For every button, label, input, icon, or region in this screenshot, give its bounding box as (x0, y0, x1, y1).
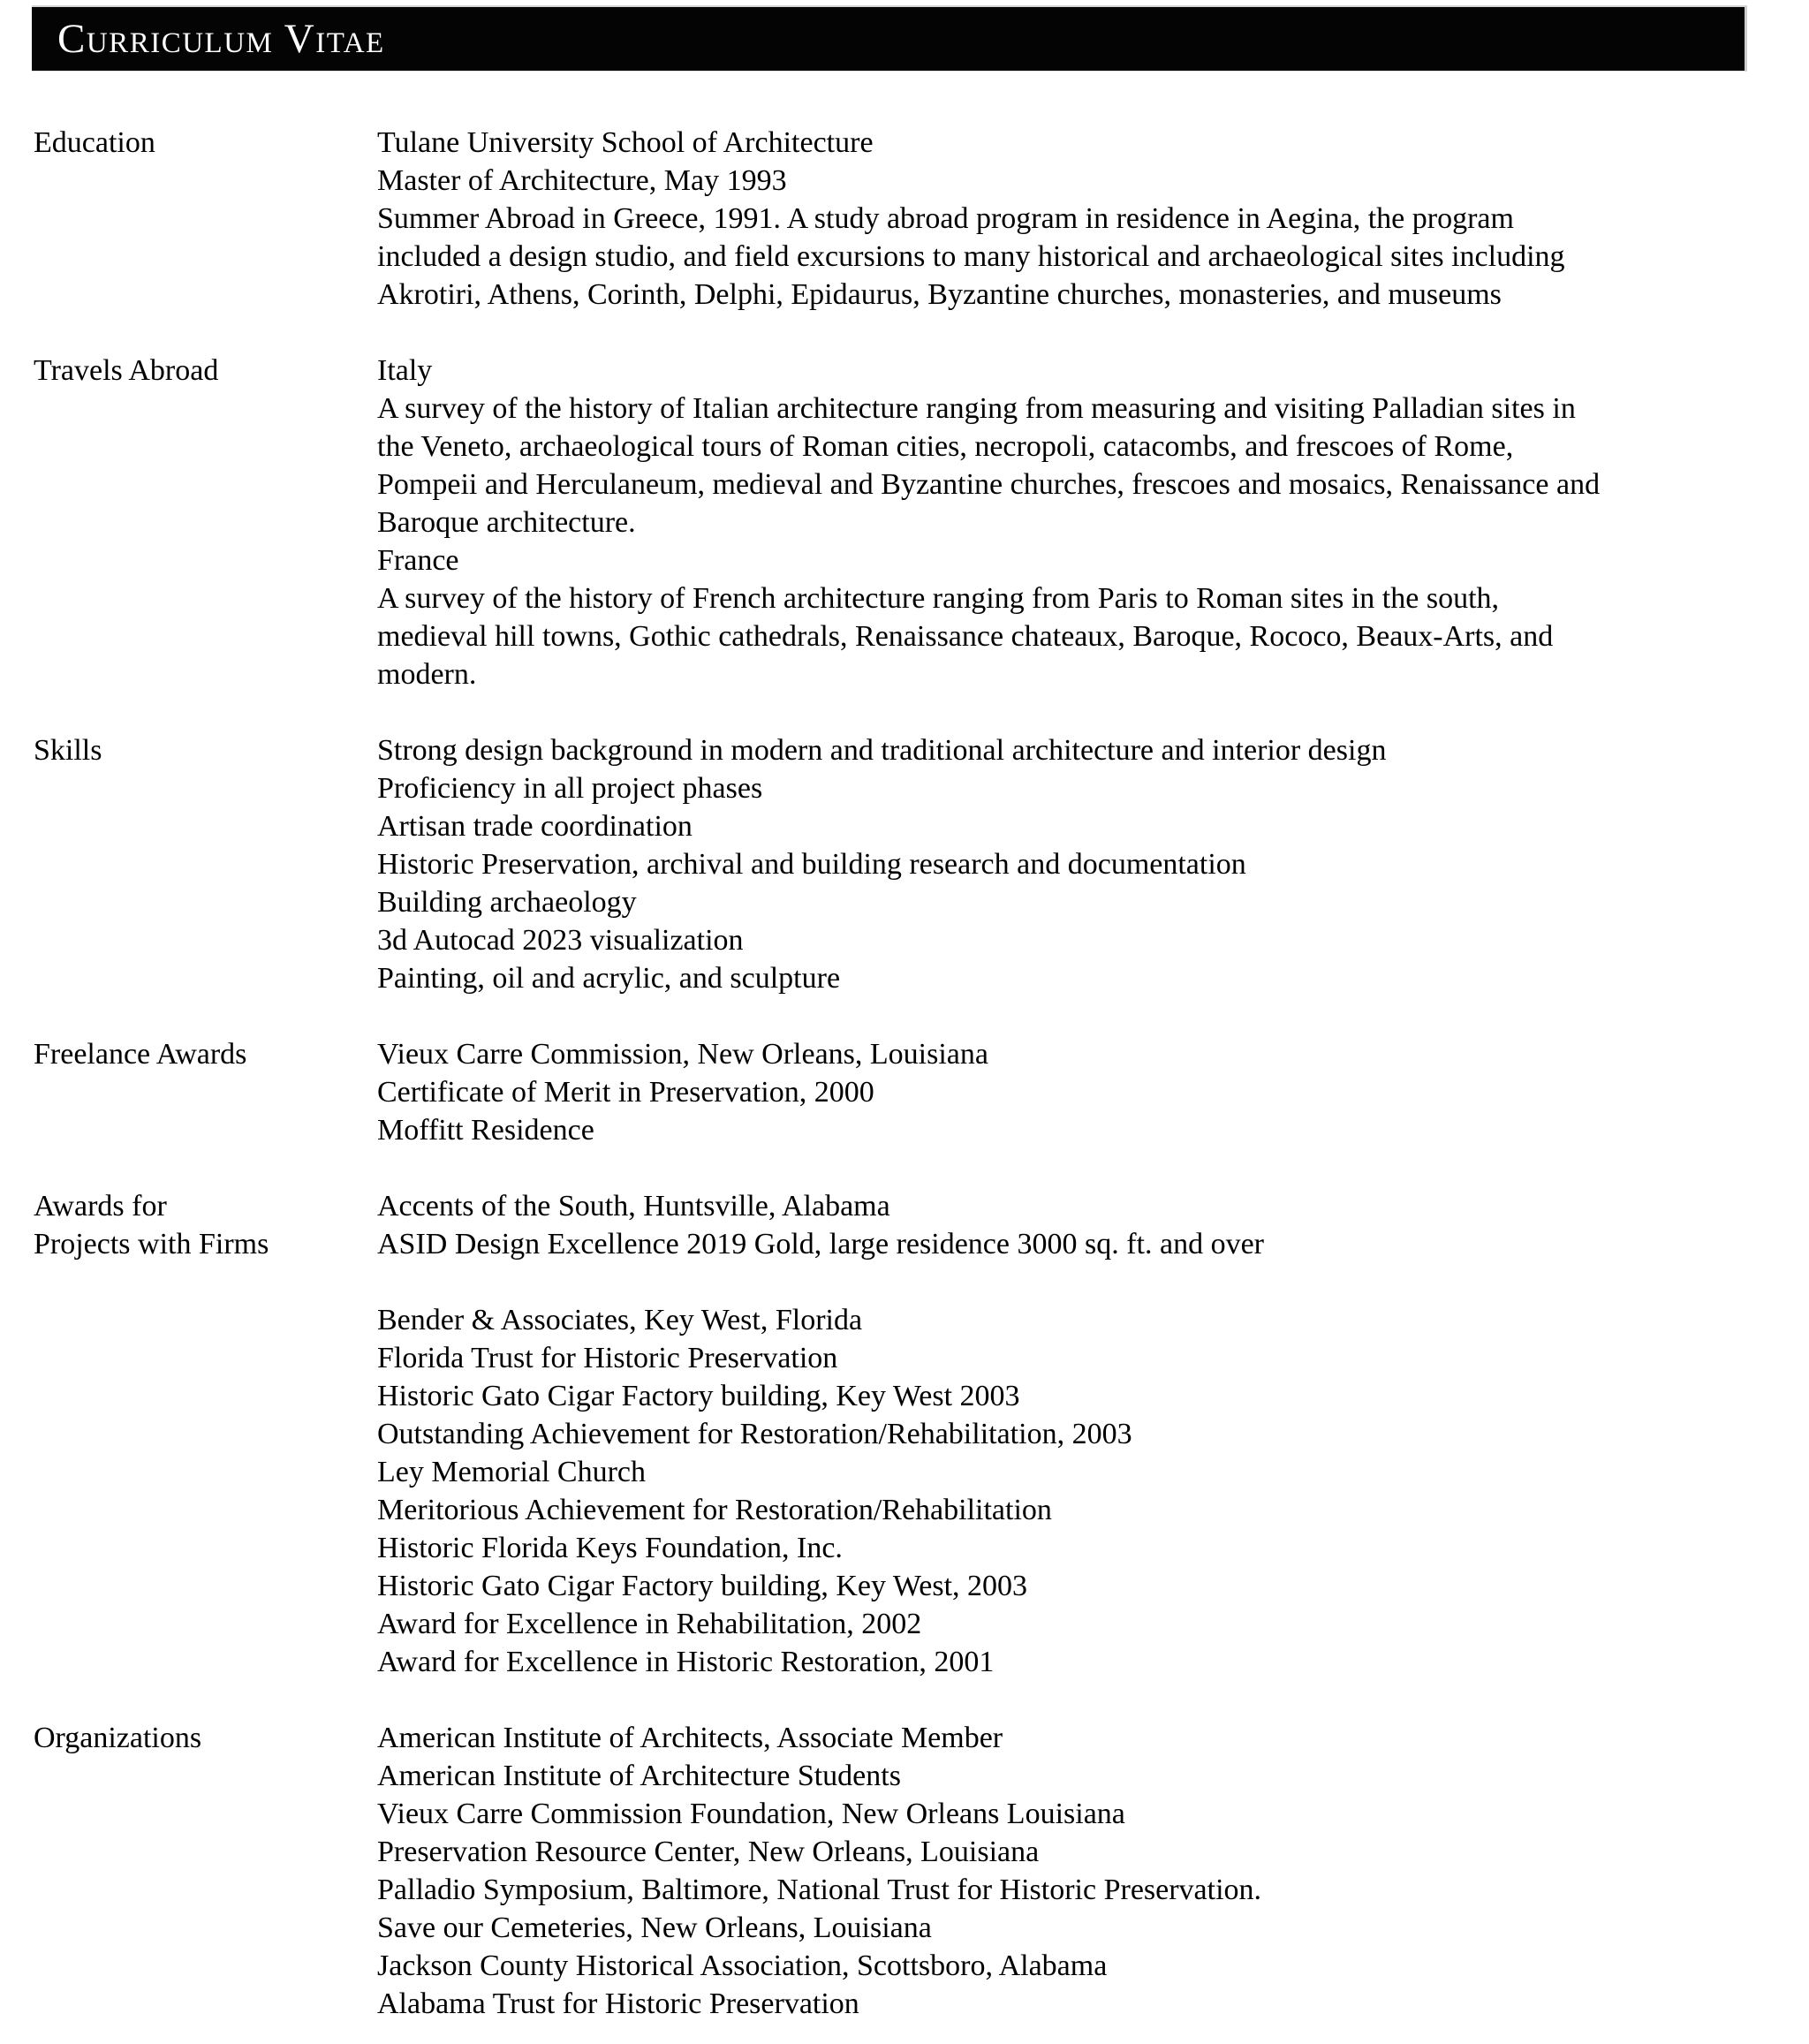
content-line: Preservation Resource Center, New Orleans, Louisiana (377, 1836, 1040, 1868)
cv-sections (34, 124, 1783, 2023)
section-label-organizations (34, 1719, 377, 2023)
content-line: Moffitt Residence (377, 1114, 594, 1147)
blank-line (377, 1263, 1783, 1301)
content-line: Strong design background in modern and traditional architecture and interior design (377, 734, 1387, 767)
content-line: Accents of the South, Huntsville, Alabama (377, 1190, 890, 1223)
content-line: Historic Florida Keys Foundation, Inc. (377, 1532, 843, 1564)
content-line: Akrotiri, Athens, Corinth, Delphi, Epidaurus, Byzantine churches, monasteries, and museums (377, 278, 1502, 311)
section-content-awards-projects-with-firms (377, 1187, 1783, 1681)
content-line: A survey of the history of Italian architecture ranging from measuring and visiting Palladian sites in (377, 392, 1576, 425)
section-label-line: Freelance Awards (34, 1038, 247, 1071)
content-line: Tulane University School of Architecture (377, 126, 874, 159)
content-line: Vieux Carre Commission, New Orleans, Louisiana (377, 1038, 988, 1071)
section-label-freelance-awards (34, 1035, 377, 1149)
section-label-line: Travels Abroad (34, 354, 219, 387)
content-line: France (377, 544, 459, 577)
content-line: 3d Autocad 2023 visualization (377, 924, 744, 957)
section-awards-projects-with-firms (34, 1187, 1783, 1681)
content-line: American Institute of Architects, Associate Member (377, 1722, 1003, 1754)
cv-title: Curriculum Vitae (57, 15, 385, 62)
section-label-line: Education (34, 126, 155, 159)
section-label-line: Skills (34, 734, 102, 767)
content-line: American Institute of Architecture Students (377, 1760, 901, 1792)
content-line: Vieux Carre Commission Foundation, New Orleans Louisiana (377, 1798, 1125, 1830)
section-label-education (34, 124, 377, 314)
content-line: Artisan trade coordination (377, 810, 693, 843)
section-skills (34, 731, 1783, 997)
section-label-travels-abroad (34, 352, 377, 693)
cv-title-bar (32, 5, 1747, 72)
content-line: modern. (377, 658, 477, 691)
section-content-travels-abroad (377, 352, 1783, 693)
section-label-skills (34, 731, 377, 997)
section-label-line: Organizations (34, 1722, 202, 1754)
content-line: Alabama Trust for Historic Preservation (377, 1987, 859, 2020)
content-line: Certificate of Merit in Preservation, 2000 (377, 1076, 874, 1109)
content-line: Florida Trust for Historic Preservation (377, 1342, 838, 1374)
content-line: Historic Preservation, archival and building research and documentation (377, 848, 1246, 881)
content-line: Italy (377, 354, 433, 387)
section-travels-abroad (34, 352, 1783, 693)
content-line: A survey of the history of French architecture ranging from Paris to Roman sites in the south, (377, 582, 1500, 615)
content-line: Pompeii and Herculaneum, medieval and Byzantine churches, frescoes and mosaics, Renaissance and (377, 468, 1601, 501)
content-line: Outstanding Achievement for Restoration/Rehabilitation, 2003 (377, 1418, 1132, 1450)
content-line: Building archaeology (377, 886, 637, 919)
content-line: Palladio Symposium, Baltimore, National Trust for Historic Preservation. (377, 1874, 1262, 1906)
section-content-freelance-awards (377, 1035, 1783, 1149)
content-line: Meritorious Achievement for Restoration/Rehabilitation (377, 1494, 1052, 1526)
section-organizations (34, 1719, 1783, 2023)
content-line: Award for Excellence in Historic Restoration, 2001 (377, 1646, 995, 1678)
content-line: ASID Design Excellence 2019 Gold, large residence 3000 sq. ft. and over (377, 1228, 1264, 1260)
content-line: Jackson County Historical Association, Scottsboro, Alabama (377, 1949, 1108, 1982)
content-line: Painting, oil and acrylic, and sculpture (377, 962, 841, 995)
content-line: Summer Abroad in Greece, 1991. A study abroad program in residence in Aegina, the program (377, 202, 1514, 235)
content-line: Master of Architecture, May 1993 (377, 164, 787, 197)
content-line: medieval hill towns, Gothic cathedrals, Renaissance chateaux, Baroque, Rococo, Beaux-Arts, and (377, 620, 1554, 653)
content-line: Award for Excellence in Rehabilitation, 2002 (377, 1608, 922, 1640)
content-line: Baroque architecture. (377, 506, 636, 539)
section-label-line: Projects with Firms (34, 1228, 269, 1260)
section-content-education (377, 124, 1783, 314)
content-line: Save our Cemeteries, New Orleans, Louisiana (377, 1912, 932, 1944)
section-label-line: Awards for (34, 1190, 167, 1223)
content-line: Ley Memorial Church (377, 1456, 647, 1488)
content-line: the Veneto, archaeological tours of Roman cities, necropoli, catacombs, and frescoes of Rome, (377, 430, 1514, 463)
section-content-organizations (377, 1719, 1783, 2023)
section-content-skills (377, 731, 1783, 997)
content-line: included a design studio, and field excursions to many historical and archaeological sites including (377, 240, 1565, 273)
content-line: Historic Gato Cigar Factory building, Key West, 2003 (377, 1570, 1028, 1602)
section-label-awards-projects-with-firms (34, 1187, 377, 1681)
content-line: Historic Gato Cigar Factory building, Key West 2003 (377, 1380, 1020, 1412)
section-education (34, 124, 1783, 314)
content-line: Proficiency in all project phases (377, 772, 763, 805)
section-freelance-awards (34, 1035, 1783, 1149)
content-line: Bender & Associates, Key West, Florida (377, 1304, 863, 1336)
